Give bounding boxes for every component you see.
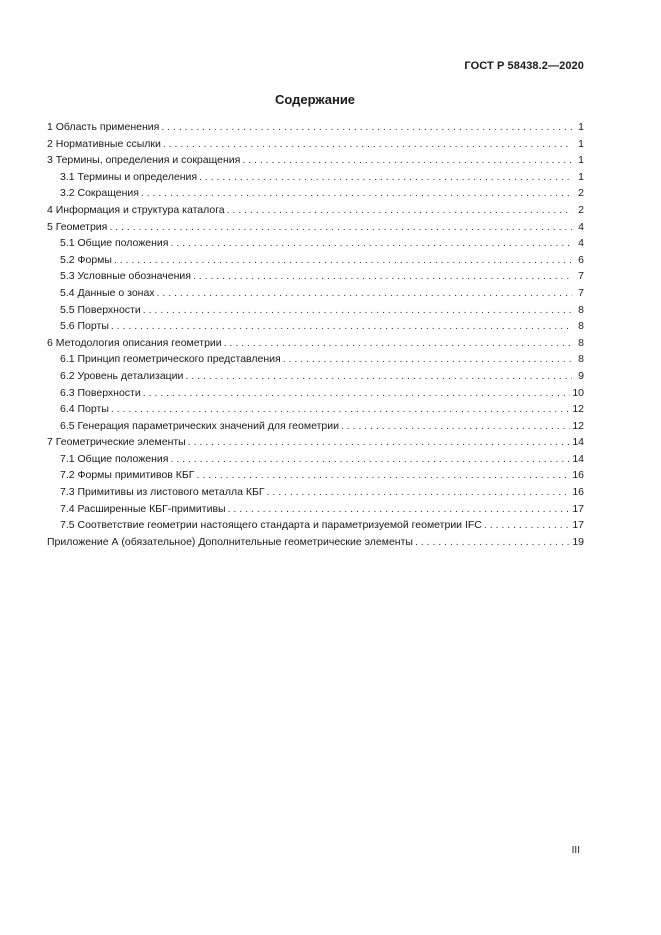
toc-entry[interactable]: [47, 368, 584, 385]
dot-leader: [111, 401, 570, 418]
toc-entry-label: 5.4 Данные о зонах: [60, 286, 155, 299]
toc-entry-label: 3 Термины, определения и сокращения: [47, 154, 241, 167]
toc-entry[interactable]: [47, 119, 584, 136]
toc-entry-page: 2: [578, 203, 584, 216]
dot-leader: [283, 351, 572, 368]
dot-leader: [484, 517, 570, 534]
dot-leader: [224, 335, 572, 352]
dot-leader: [161, 119, 572, 136]
toc-entry[interactable]: [47, 418, 584, 435]
toc-entry-label: 4 Информация и структура каталога: [47, 203, 225, 216]
toc-entry-label: 7.5 Соответствие геометрии настоящего стандарта и параметризуемой геометрии IFC: [60, 519, 482, 532]
dot-leader: [228, 501, 571, 518]
document-code: ГОСТ Р 58438.2—2020: [464, 60, 584, 72]
dot-leader: [163, 136, 572, 153]
toc-entry[interactable]: [47, 434, 584, 451]
dot-leader: [141, 185, 572, 202]
toc-entry-label: 5.6 Порты: [60, 320, 109, 333]
toc-entry[interactable]: [47, 169, 584, 186]
toc-entry-label: 7.1 Общие положения: [60, 452, 169, 465]
toc-entry-page: 16: [572, 469, 584, 482]
toc-entry-label: 7.3 Примитивы из листового металла КБГ: [60, 486, 265, 499]
toc-entry-page: 4: [578, 237, 584, 250]
toc-entry-page: 1: [578, 154, 584, 167]
toc-entry-label: 6.2 Уровень детализации: [60, 369, 184, 382]
dot-leader: [170, 451, 570, 468]
dot-leader: [197, 467, 571, 484]
toc-entry[interactable]: [47, 351, 584, 368]
toc-entry-page: 14: [572, 436, 584, 449]
toc-entry-page: 16: [572, 486, 584, 499]
toc-entry-page: 4: [578, 220, 584, 233]
toc-entry[interactable]: [47, 401, 584, 418]
toc-title: Содержание: [274, 92, 356, 107]
toc-entry-page: 14: [572, 452, 584, 465]
toc-entry-page: 12: [572, 403, 584, 416]
dot-leader: [227, 202, 572, 219]
toc-entry-page: 19: [572, 535, 584, 548]
toc-entry-label: 7 Геометрические элементы: [47, 436, 186, 449]
dot-leader: [341, 418, 570, 435]
dot-leader: [185, 368, 572, 385]
toc-entry[interactable]: [47, 501, 584, 518]
toc-entry-page: 2: [578, 187, 584, 200]
toc-entry[interactable]: [47, 517, 584, 534]
dot-leader: [242, 152, 572, 169]
toc-entry-page: 17: [572, 502, 584, 515]
toc-entry-page: 8: [578, 303, 584, 316]
toc-entry[interactable]: [47, 219, 584, 236]
toc-entry-label: 5.2 Формы: [60, 253, 112, 266]
toc-entry[interactable]: [47, 202, 584, 219]
toc-entry-label: 1 Область применения: [47, 121, 160, 133]
toc-entry-label: 7.4 Расширенные КБГ-примитивы: [60, 502, 226, 515]
toc-entry-page: 8: [578, 320, 584, 333]
toc-entry[interactable]: [47, 484, 584, 501]
toc-entry[interactable]: [47, 152, 584, 169]
toc-entry-label: 6.5 Генерация параметрических значений для геометрии: [60, 419, 339, 432]
dot-leader: [199, 169, 572, 186]
toc-entry[interactable]: [47, 467, 584, 484]
toc-entry-label: 6.1 Принцип геометрического представления: [60, 353, 281, 366]
toc-entry-label: 5.5 Поверхности: [60, 303, 141, 316]
toc-entry[interactable]: [47, 268, 584, 285]
toc-entry[interactable]: [47, 285, 584, 302]
dot-leader: [111, 318, 572, 335]
dot-leader: [157, 285, 572, 302]
toc-entry[interactable]: [47, 335, 584, 352]
dot-leader: [193, 268, 572, 285]
toc-entry[interactable]: [47, 185, 584, 202]
toc-entry-label: 5 Геометрия: [47, 220, 108, 233]
table-of-contents: [47, 119, 584, 550]
toc-entry-label: 6.3 Поверхности: [60, 386, 141, 399]
toc-entry[interactable]: [47, 451, 584, 468]
toc-entry[interactable]: [47, 302, 584, 319]
toc-entry-page: 7: [578, 270, 584, 283]
toc-entry[interactable]: [47, 534, 584, 551]
toc-entry-page: 9: [578, 369, 584, 382]
dot-leader: [170, 235, 572, 252]
dot-leader: [143, 385, 571, 402]
toc-entry-label: 6.4 Порты: [60, 403, 109, 416]
dot-leader: [114, 252, 572, 269]
toc-entry-label: 3.1 Термины и определения: [60, 170, 198, 183]
toc-entry-page: 8: [578, 353, 584, 366]
toc-entry-page: 17: [572, 519, 584, 532]
toc-entry-page: 10: [572, 386, 584, 399]
toc-entry-label: 7.2 Формы примитивов КБГ: [60, 469, 195, 482]
toc-entry-label: 6 Методология описания геометрии: [47, 336, 222, 349]
toc-entry[interactable]: [47, 136, 584, 153]
page-number: III: [571, 845, 580, 856]
toc-entry-page: 1: [578, 170, 584, 183]
dot-leader: [143, 302, 572, 319]
toc-entry[interactable]: [47, 385, 584, 402]
dot-leader: [267, 484, 571, 501]
toc-entry-label: 3.2 Сокращения: [60, 187, 139, 200]
dot-leader: [109, 219, 572, 236]
toc-entry-page: 12: [572, 419, 584, 432]
toc-entry-page: 8: [578, 336, 584, 349]
toc-entry-page: 6: [578, 253, 584, 266]
toc-entry-label: Приложение А (обязательное) Дополнительные геометрические элементы: [47, 535, 413, 548]
toc-entry-label: 5.1 Общие положения: [60, 237, 169, 250]
toc-entry-page: 1: [578, 121, 584, 133]
toc-entry[interactable]: [47, 235, 584, 252]
toc-entry-page: 1: [578, 137, 584, 150]
toc-entry[interactable]: [47, 318, 584, 335]
toc-entry-page: 7: [578, 286, 584, 299]
toc-entry[interactable]: [47, 252, 584, 269]
dot-leader: [188, 434, 571, 451]
dot-leader: [415, 534, 570, 551]
toc-entry-label: 5.3 Условные обозначения: [60, 270, 191, 283]
toc-entry-label: 2 Нормативные ссылки: [47, 137, 161, 150]
